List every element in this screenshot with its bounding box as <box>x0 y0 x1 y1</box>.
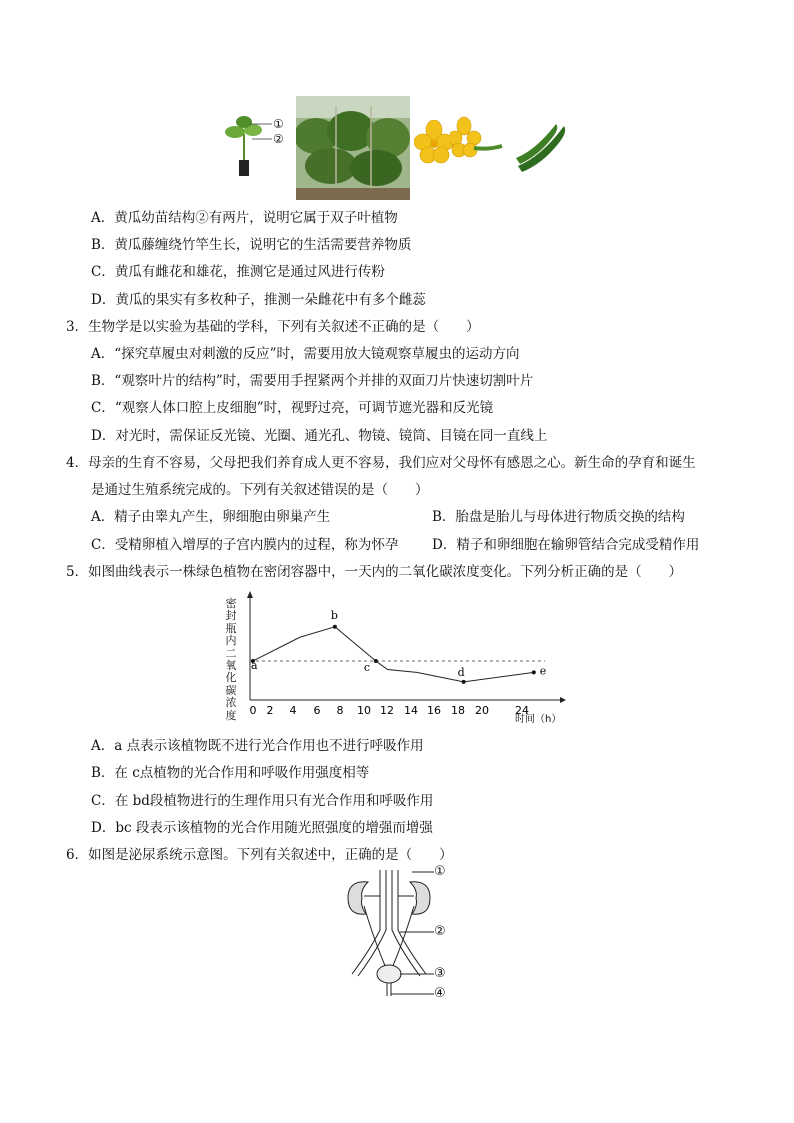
chart-tick-label: 6 <box>313 704 321 717</box>
chart-point-c <box>374 659 378 663</box>
chart-point-label-a: a <box>251 659 258 672</box>
chart-tick-label: 16 <box>427 704 441 717</box>
q3-option-b: B．“观察叶片的结构”时，需要用手捏紧两个并排的双面刀片快速切割叶片 <box>91 373 534 389</box>
chart-tick-label: 2 <box>266 704 274 717</box>
q3-stem: 3．生物学是以实验为基础的学科，下列有关叙述不正确的是（ ） <box>66 319 480 335</box>
chart-tick-label: 20 <box>475 704 489 717</box>
q4-option-c: C．受精卵植入增厚的子宫内膜内的过程，称为怀孕 <box>91 537 399 553</box>
chart-tick-label: 0 <box>249 704 257 717</box>
chart-series-line <box>253 627 534 682</box>
diagram-label-1: ① <box>434 864 446 879</box>
diagram-label-3: ③ <box>434 966 446 981</box>
q5-option-b: B．在 c点植物的光合作用和呼吸作用强度相等 <box>91 765 370 781</box>
chart-point-label-e: e <box>539 664 547 678</box>
cucumber-vine-photo <box>296 96 410 200</box>
chart-point-label-c: c <box>363 661 371 674</box>
chart-point-d <box>462 680 466 684</box>
q3-option-c: C．“观察人体口腔上皮细胞”时，视野过亮，可调节遮光器和反光镜 <box>91 400 494 416</box>
q4-option-b: B．胎盘是胎儿与母体进行物质交换的结构 <box>432 509 685 525</box>
diagram-label-2: ② <box>434 924 446 939</box>
q4-stem-line2: 是通过生殖系统完成的。下列有关叙述错误的是（ ） <box>91 482 429 498</box>
q2-option-b: B．黄瓜藤缠绕竹竿生长，说明它的生活需要营养物质 <box>91 237 412 253</box>
q2-option-a: A．黄瓜幼苗结构②有两片，说明它属于双子叶植物 <box>91 210 398 226</box>
chart-tick-label: 24 <box>515 704 529 717</box>
q5-option-a: A．a 点表示该植物既不进行光合作用也不进行呼吸作用 <box>91 738 424 754</box>
chart-tick-label: 4 <box>289 704 297 717</box>
chart-xlabel: 时间（h） <box>515 714 562 725</box>
q5-stem: 5．如图曲线表示一株绿色植物在密闭容器中，一天内的二氧化碳浓度变化。下列分析正确的是（ ） <box>66 564 683 580</box>
seedling-label-1: ① <box>273 117 284 131</box>
co2-chart <box>220 588 580 728</box>
q3-option-a: A．“探究草履虫对刺激的反应”时，需要用放大镜观察草履虫的运动方向 <box>91 346 520 362</box>
q5-option-c: C．在 bd段植物进行的生理作用只有光合作用和呼吸作用 <box>91 793 434 809</box>
q2-option-d: D．黄瓜的果实有多枚种子，推测一朵雌花中有多个雌蕊 <box>91 292 426 308</box>
q5-option-d: D．bc 段表示该植物的光合作用随光照强度的增强而增强 <box>91 820 433 836</box>
male-flower-figure <box>414 120 454 166</box>
diagram-label-4: ④ <box>434 986 446 1001</box>
q4-option-d: D．精子和卵细胞在输卵管结合完成受精作用 <box>432 537 700 553</box>
chart-tick-label: 8 <box>336 704 344 717</box>
chart-tick-label: 18 <box>451 704 465 717</box>
chart-point-e <box>532 670 536 674</box>
urinary-system-diagram <box>330 870 480 1010</box>
female-flower-figure <box>450 116 506 166</box>
q4-stem-line1: 4．母亲的生育不容易，父母把我们养育成人更不容易，我们应对父母怀有感恩之心。新生命的孕育和诞生 <box>66 455 696 471</box>
chart-tick-label: 10 <box>357 704 371 717</box>
q6-stem: 6．如图是泌尿系统示意图。下列有关叙述中，正确的是（ ） <box>66 847 453 863</box>
cucumber-fruit-figure <box>512 120 570 176</box>
chart-tick-label: 14 <box>404 704 418 717</box>
chart-ylabel: 密 封 瓶 内 二 氧 化 碳 浓 度 <box>225 597 237 722</box>
seedling-label-2: ② <box>273 132 284 146</box>
chart-point-b <box>333 625 337 629</box>
chart-point-label-b: b <box>330 608 338 622</box>
q2-option-c: C．黄瓜有雌花和雄花，推测它是通过风进行传粉 <box>91 264 385 280</box>
q4-option-a: A．精子由睾丸产生，卵细胞由卵巢产生 <box>91 509 331 525</box>
chart-point-label-d: d <box>457 665 465 679</box>
chart-tick-label: 12 <box>380 704 394 717</box>
q3-option-d: D．对光时，需保证反光镜、光圈、通光孔、物镜、镜筒、目镜在同一直线上 <box>91 428 548 444</box>
